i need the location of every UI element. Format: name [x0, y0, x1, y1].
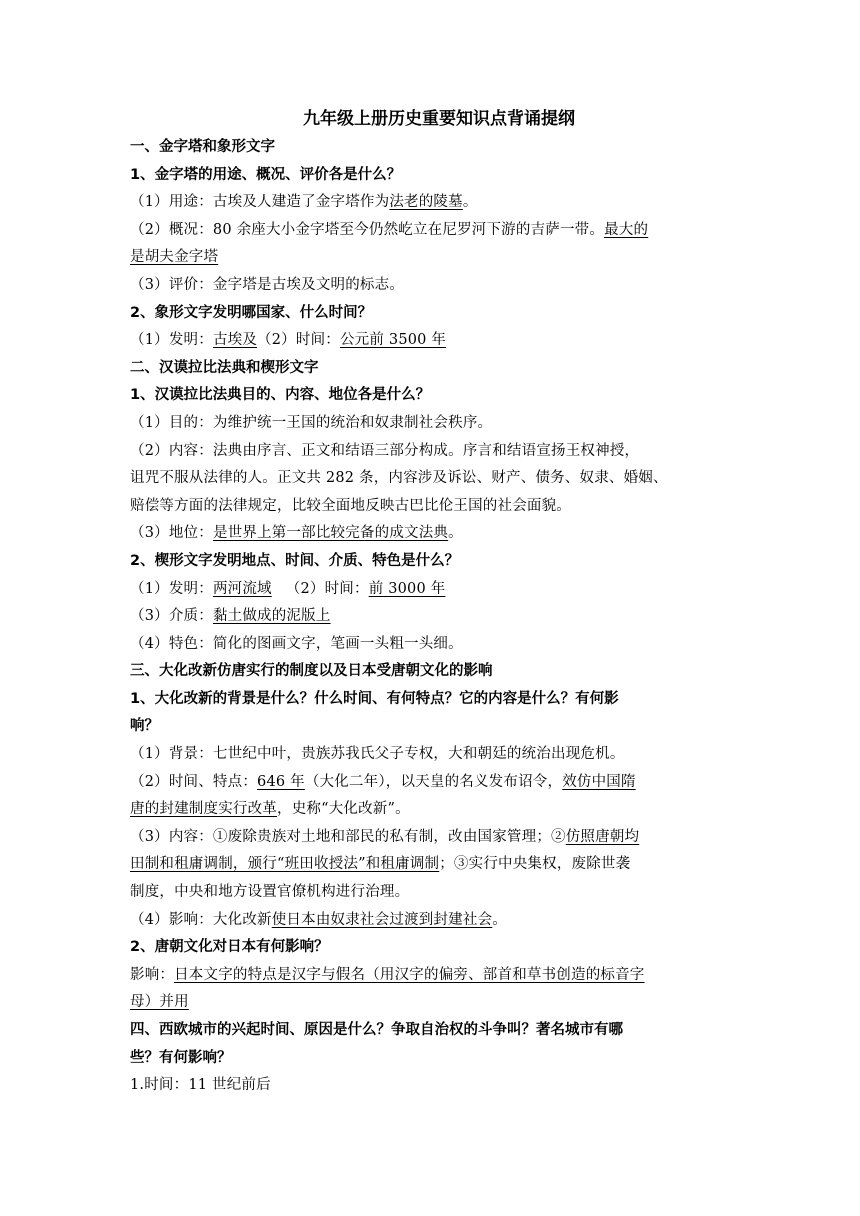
- answer-effect: [130, 907, 734, 935]
- text: （2）时间、特点：: [130, 773, 258, 790]
- underlined-key-point: 古埃及: [212, 332, 258, 349]
- underlined-key-point: 母）并用: [130, 994, 189, 1011]
- question-3-1-line-1: 1、大化改新的背景是什么？什么时间、有何特点？它的内容是什么？有何影: [130, 690, 619, 707]
- answer-influence: [130, 962, 734, 990]
- question-1-1: 1、金字塔的用途、概况、评价各是什么？: [130, 166, 402, 183]
- underlined-key-point: 仿照唐朝均: [565, 828, 640, 845]
- answer-reform-content-cont: [130, 851, 734, 879]
- text: 影响：: [130, 966, 175, 983]
- answer-overview: [130, 217, 734, 245]
- answer-medium: [130, 603, 734, 631]
- text: ，史称“大化改新”。: [277, 801, 410, 818]
- underlined-key-point: 最大的: [604, 221, 649, 238]
- question-3-1-line-2: 响？: [130, 718, 159, 735]
- answer-invention: [130, 327, 734, 355]
- answer-cuneiform-invention: [130, 576, 734, 604]
- text: ；③实行中央集权，废除世袭: [439, 856, 631, 873]
- section-heading-4-line-1: 四、西欧城市的兴起时间、原因是什么？争取自治权的斗争叫？著名城市有哪: [130, 1022, 623, 1038]
- answer-time-feature-cont: [130, 796, 734, 824]
- answer-purpose: （1）目的：为维护统一王国的统治和奴隶制社会秩序。: [130, 414, 493, 431]
- underlined-key-point: 两河流域: [212, 580, 272, 597]
- underlined-key-point: 日本文字的特点是汉字与假名（用汉字的偏旁、部首和草书创造的标音字: [174, 966, 645, 983]
- text: （1）发明：: [130, 332, 213, 349]
- section-heading-1: 一、金字塔和象形文字: [130, 139, 275, 155]
- section-heading-4-line-2: 些？有何影响？: [130, 1049, 232, 1066]
- text: （1）用途：古埃及人建造了金字塔作为: [130, 194, 390, 211]
- text: 。: [492, 911, 507, 928]
- answer-content-2: 诅咒不服从法律的人。正文共 282 条，内容涉及诉讼、财产、债务、奴隶、婚姻、: [130, 470, 668, 487]
- answer-overview-cont: [130, 244, 734, 272]
- text: 。: [448, 525, 463, 542]
- text: （3）地位：: [130, 525, 213, 542]
- answer-feature: （4）特色：简化的图画文字，笔画一头粗一头细。: [130, 635, 463, 652]
- answer-use: [130, 189, 734, 217]
- answer-reform-content-end: 制度，中央和地方设置官僚机构进行治理。: [130, 884, 410, 901]
- question-2-1: 1、汉谟拉比法典目的、内容、地位各是什么？: [130, 387, 431, 404]
- document-page: [130, 104, 734, 1100]
- underlined-key-point: 田制和租庸调制，颁行“班田收授法”和租庸调制: [130, 856, 440, 873]
- answer-status: [130, 520, 734, 548]
- answer-evaluation: （3）评价：金字塔是古埃及文明的标志。: [130, 276, 405, 293]
- text: （2）概况：80 余座大小金字塔至今仍然屹立在尼罗河下游的吉萨一带。: [130, 221, 605, 238]
- section-heading-2: 二、汉谟拉比法典和楔形文字: [130, 359, 319, 376]
- document-title: 九年级上册历史重要知识点背诵提纲: [303, 109, 575, 129]
- underlined-key-point: 是胡夫金字塔: [130, 249, 219, 266]
- underlined-key-point: 使日本由奴隶社会过渡到封建社会: [271, 911, 493, 928]
- answer-content-3: 赔偿等方面的法律规定，比较全面地反映古巴比伦王国的社会面貌。: [130, 497, 571, 514]
- text: （2）时间：: [285, 580, 369, 597]
- answer-time-feature: [130, 769, 734, 797]
- text: （3）介质：: [130, 608, 213, 625]
- answer-city-time: 1.时间：11 世纪前后: [130, 1077, 271, 1094]
- underlined-key-point: 唐的封建制度实行改革: [130, 801, 277, 818]
- answer-influence-cont: [130, 989, 734, 1017]
- section-heading-3: 三、大化改新仿唐实行的制度以及日本受唐朝文化的影响: [130, 663, 493, 680]
- text: 。: [462, 194, 478, 211]
- answer-content-1: （2）内容：法典由序言、正文和结语三部分构成。序言和结语宣扬王权神授，: [130, 442, 640, 459]
- answer-background: （1）背景：七世纪中叶，贵族苏我氏父子专权，大和朝廷的统治出现危机。: [130, 746, 625, 763]
- text: （4）影响：大化改新: [130, 911, 272, 928]
- question-2-2: 2、楔形文字发明地点、时间、介质、特色是什么？: [130, 552, 460, 569]
- text: （2）时间：: [257, 332, 340, 349]
- text: （3）内容：①废除贵族对土地和部民的私有制，改由国家管理；②: [130, 828, 566, 845]
- underlined-key-point: 法老的陵墓: [389, 194, 463, 211]
- text: （大化二年），以天皇的名义发布诏令，: [304, 773, 563, 790]
- underlined-key-point: 646 年: [257, 773, 305, 790]
- underlined-key-point: 前 3000 年: [368, 580, 446, 597]
- question-1-2: 2、象形文字发明哪国家、什么时间？: [130, 304, 373, 321]
- underlined-key-point: 公元前 3500 年: [339, 332, 447, 349]
- answer-reform-content: [130, 824, 734, 852]
- underlined-key-point: 黏土做成的泥版上: [212, 608, 331, 625]
- text: （1）发明：: [130, 580, 213, 597]
- underlined-key-point: 效仿中国隋: [562, 773, 636, 790]
- underlined-key-point: 是世界上第一部比较完备的成文法典: [212, 525, 449, 542]
- question-3-2: 2、唐朝文化对日本有何影响？: [130, 939, 329, 956]
